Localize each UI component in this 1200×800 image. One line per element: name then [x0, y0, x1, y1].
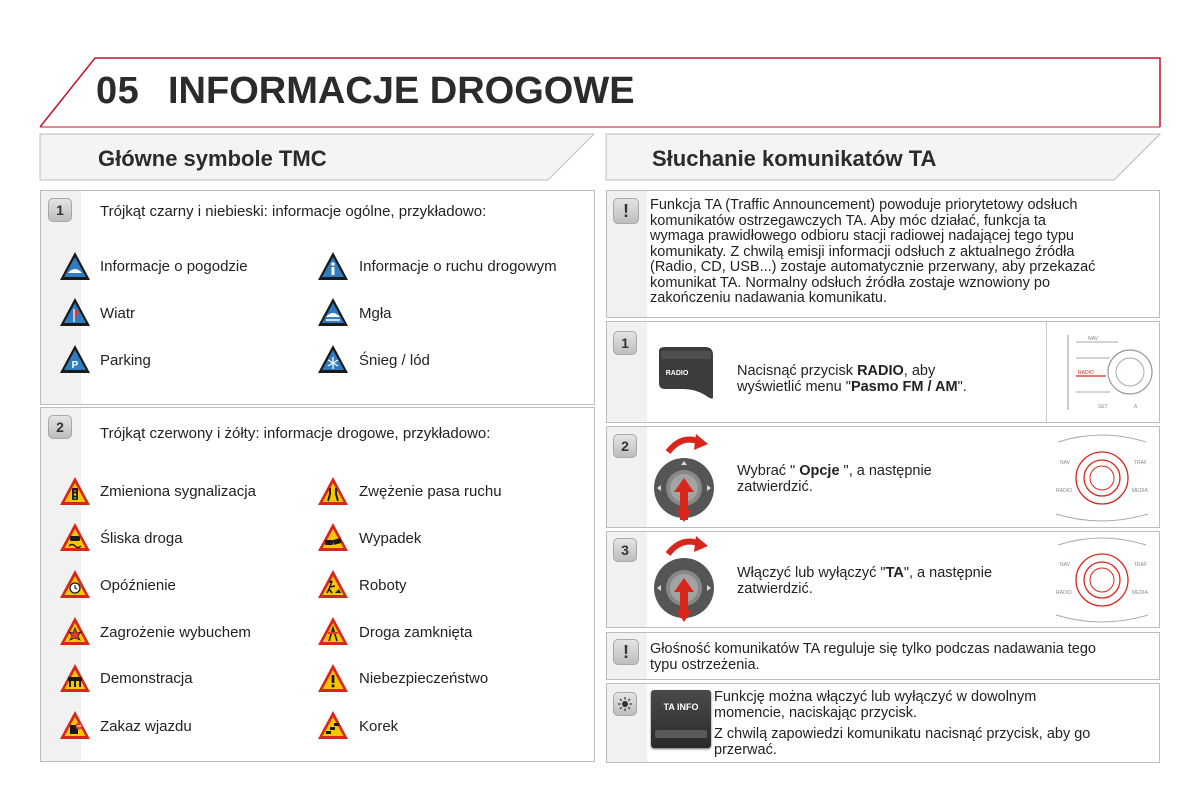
control-panel-knob-illustration: [1050, 535, 1154, 625]
group2-item-label: Zwężenie pasa ruchu: [359, 483, 502, 500]
svg-text:NAV: NAV: [1060, 562, 1070, 568]
group2-badge: 2: [48, 415, 72, 439]
group1-badge: 1: [48, 198, 72, 222]
slippery-road-icon: [59, 522, 91, 552]
fog-icon: [317, 297, 349, 327]
tip-text: Funkcję można włączyć lub wyłączyć w dowolnym momencie, naciskając przycisk. Z chwilą zapowiedzi komunikatu nacisnąć przycisk, aby go przerwać.: [714, 689, 1091, 758]
step-3-text: Włączyć lub wyłączyć "TA", a następnie zatwierdzić.: [737, 565, 993, 597]
lane-narrowing-icon: [317, 476, 349, 506]
snowflake-icon: [317, 344, 349, 374]
traffic-light-icon: [59, 476, 91, 506]
knob-press-illustration: [650, 430, 726, 526]
control-panel-knob-illustration: [1050, 432, 1154, 524]
info-icon: [317, 251, 349, 281]
step-2-text: Wybrać " Opcje ", a następnie zatwierdzić.: [737, 463, 932, 495]
svg-text:TRAF: TRAF: [1134, 562, 1148, 568]
svg-text:RADIO: RADIO: [1056, 488, 1072, 494]
group2-item-label: Zakaz wjazdu: [100, 718, 192, 735]
group2-item-label: Droga zamknięta: [359, 624, 473, 641]
lightbulb-icon: [613, 692, 637, 716]
group1-item-label: Parking: [100, 352, 151, 369]
parking-icon: [59, 344, 91, 374]
right-section-title: Słuchanie komunikatów TA: [652, 146, 937, 171]
explosion-icon: [59, 616, 91, 646]
control-panel-radio-illustration: [1058, 330, 1154, 414]
group1-item-label: Wiatr: [100, 305, 135, 322]
exclamation-icon: !: [613, 639, 639, 665]
group2-item-label: Korek: [359, 718, 399, 735]
group2-item-label: Zmieniona sygnalizacja: [100, 483, 256, 500]
panel-label-radio: RADIO: [1078, 370, 1094, 376]
group1-item-label: Informacje o pogodzie: [100, 258, 248, 275]
step-1-text: Nacisnąć przycisk RADIO, aby wyświetlić menu "Pasmo FM / AM".: [737, 363, 967, 395]
exclamation-icon: !: [613, 198, 639, 224]
svg-text:P: P: [71, 360, 79, 371]
volume-warning-text: Głośność komunikatów TA reguluje się tylko podczas nadawania tego typu ostrzeżenia.: [650, 641, 1096, 673]
weather-icon: [59, 251, 91, 281]
ta-info-button-label: TA INFO: [663, 702, 699, 712]
panel-label-set: SET: [1098, 404, 1108, 410]
group2-intro: Trójkąt czerwony i żółty: informacje drogowe, przykładowo:: [100, 425, 491, 442]
group2-item-label: Opóźnienie: [100, 577, 176, 594]
danger-icon: [317, 663, 349, 693]
accident-icon: [317, 522, 349, 552]
group2-item-label: Wypadek: [359, 530, 422, 547]
ta-warning-text: Funkcja TA (Traffic Announcement) powoduje priorytetowy odsłuch komunikatów ostrzegawczych TA. Aby móc działać, funkcja ta wymaga prawidłowego odbioru stacji radiowej nadającej tego typu komunikaty. Z chwilą emisji informacji odsłuch z aktualnego źródła (Radio, CD, USB...) zostaje automatycznie przerwany, aby przekazać komunikat TA. Normalny odsłuch źródła zostaje wznowiony po zakończeniu nadawania komunikatu.: [650, 197, 1096, 306]
traffic-jam-icon: [317, 710, 349, 740]
chapter-number: 05: [96, 70, 140, 112]
group2-item-label: Zagrożenie wybuchem: [100, 624, 251, 641]
group2-item-label: Roboty: [359, 577, 407, 594]
group1-item-label: Śnieg / lód: [359, 352, 430, 369]
panel-label-nav: NAV: [1088, 336, 1098, 342]
clock-icon: [59, 569, 91, 599]
group1-item-label: Mgła: [359, 305, 392, 322]
knob-press-illustration: [650, 532, 726, 628]
ta-info-button-illustration: [651, 690, 711, 748]
svg-text:TRAF: TRAF: [1134, 460, 1148, 466]
group2-item-label: Niebezpieczeństwo: [359, 670, 489, 687]
group2-item-label: Demonstracja: [100, 670, 193, 687]
no-entry-icon: [59, 710, 91, 740]
svg-text:MEDIA: MEDIA: [1132, 488, 1148, 494]
svg-text:NAV: NAV: [1060, 460, 1070, 466]
panel-label-a: A: [1134, 404, 1138, 410]
road-closed-icon: [317, 616, 349, 646]
step-2-badge: 2: [613, 434, 637, 458]
step-3-badge: 3: [613, 538, 637, 562]
svg-text:MEDIA: MEDIA: [1132, 590, 1148, 596]
radio-button-illustration: [655, 345, 719, 403]
group2-item-label: Śliska droga: [100, 530, 183, 547]
radio-button-label: RADIO: [665, 370, 689, 377]
group1-intro: Trójkąt czarny i niebieski: informacje ogólne, przykładowo:: [100, 203, 487, 220]
chapter-title: INFORMACJE DROGOWE: [168, 70, 635, 112]
step-1-badge: 1: [613, 331, 637, 355]
svg-text:RADIO: RADIO: [1056, 590, 1072, 596]
group1-item-label: Informacje o ruchu drogowym: [359, 258, 557, 275]
roadworks-icon: [317, 569, 349, 599]
wind-icon: [59, 297, 91, 327]
left-section-title: Główne symbole TMC: [98, 146, 327, 171]
demonstration-icon: [59, 663, 91, 693]
